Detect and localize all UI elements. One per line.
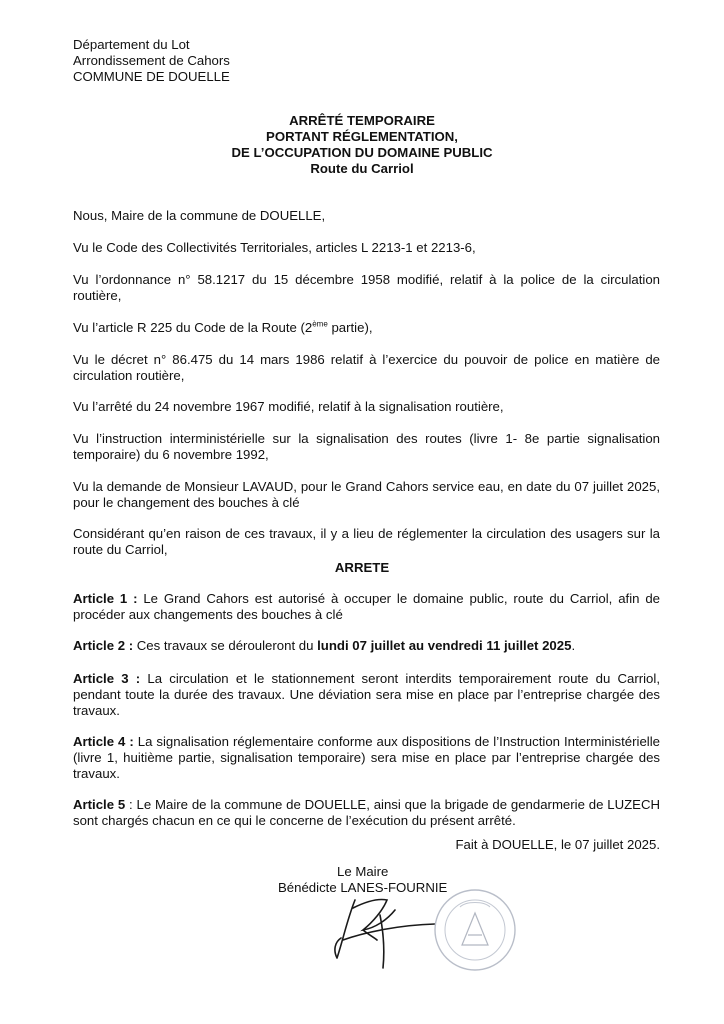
article-2: [73, 638, 660, 654]
preamble-vu-instruction: Vu l’instruction interministérielle sur la signalisation des routes (livre 1- 8e partie signalisation temporaire) du 6 novembre 1992,: [73, 431, 660, 462]
municipal-stamp: [430, 885, 520, 975]
administrative-header: [73, 37, 230, 85]
preamble-vu-code-collectivites: Vu le Code des Collectivités Territoriales, articles L 2213-1 et 2213-6,: [73, 240, 476, 255]
article-4-text: La signalisation réglementaire conforme aux dispositions de l’Instruction Interministérielle (livre 1, huitième partie, signalisation temporaire) sera mise en place par l’entreprise chargée des travaux.: [73, 734, 660, 781]
title-line-2: PORTANT RÉGLEMENTATION,: [266, 129, 458, 144]
article-4: [73, 734, 660, 782]
commune-line: COMMUNE DE DOUELLE: [73, 69, 230, 84]
preamble-vu-ordonnance: Vu l’ordonnance n° 58.1217 du 15 décembre 1958 modifié, relatif à la police de la circulation routière,: [73, 272, 660, 303]
preamble-vu-decret: Vu le décret n° 86.475 du 14 mars 1986 relatif à l’exercice du pouvoir de police en matière de circulation routière,: [73, 352, 660, 383]
article-1-text: Le Grand Cahors est autorisé à occuper le domaine public, route du Carriol, afin de procéder aux changements des bouches à clé: [73, 591, 660, 622]
article-2-end: .: [571, 638, 576, 653]
article-2-dates: lundi 07 juillet au vendredi 11 juillet 2025: [317, 638, 572, 653]
article-3: [73, 671, 660, 719]
vu3-text-before: Vu l’article R 225 du Code de la Route (2: [73, 320, 313, 335]
preamble-nous: Nous, Maire de la commune de DOUELLE,: [73, 208, 326, 223]
title-line-4: Route du Carriol: [310, 161, 414, 176]
mayor-name: Bénédicte LANES-FOURNIE: [278, 880, 448, 895]
article-2-label: Article 2 :: [73, 638, 134, 653]
preamble-vu-code-route: [73, 320, 660, 336]
arrete-heading: ARRETE: [334, 560, 390, 575]
article-1: [73, 591, 660, 623]
place-date-line: Fait à DOUELLE, le 07 juillet 2025.: [455, 837, 660, 852]
handwritten-signature: [325, 880, 445, 975]
preamble-considerant: Considérant qu’en raison de ces travaux, il y a lieu de réglementer la circulation des usagers sur la route du Carriol,: [73, 526, 660, 557]
article-2-text: Ces travaux se dérouleront du: [133, 638, 318, 653]
arrondissement-line: Arrondissement de Cahors: [73, 53, 230, 68]
article-5-text: : Le Maire de la commune de DOUELLE, ainsi que la brigade de gendarmerie de LUZECH sont chargés chacun en ce qui le concerne de l’exécution du présent arrêté.: [73, 797, 660, 828]
mayor-role: Le Maire: [337, 864, 389, 879]
article-4-label: Article 4 :: [73, 734, 134, 749]
title-line-1: ARRÊTÉ TEMPORAIRE: [289, 113, 435, 128]
article-3-text: La circulation et le stationnement seront interdits temporairement route du Carriol, pendant toute la durée des travaux. Une déviation sera mise en place par l’entreprise chargée des travaux.: [73, 671, 660, 718]
preamble-vu-arrete: Vu l’arrêté du 24 novembre 1967 modifié, relatif à la signalisation routière,: [73, 399, 504, 414]
vu3-text-after: partie),: [327, 320, 373, 335]
article-5-label: Article 5: [73, 797, 126, 812]
document-title: [0, 113, 724, 177]
department-line: Département du Lot: [73, 37, 190, 52]
preamble-vu-demande: Vu la demande de Monsieur LAVAUD, pour le Grand Cahors service eau, en date du 07 juillet 2025, pour le changement des bouches à clé: [73, 479, 660, 510]
article-5: [73, 797, 660, 829]
article-3-label: Article 3 :: [73, 671, 141, 686]
article-1-label: Article 1 :: [73, 591, 138, 606]
vu3-superscript: ème: [312, 319, 328, 329]
title-line-3: DE L’OCCUPATION DU DOMAINE PUBLIC: [231, 145, 493, 160]
